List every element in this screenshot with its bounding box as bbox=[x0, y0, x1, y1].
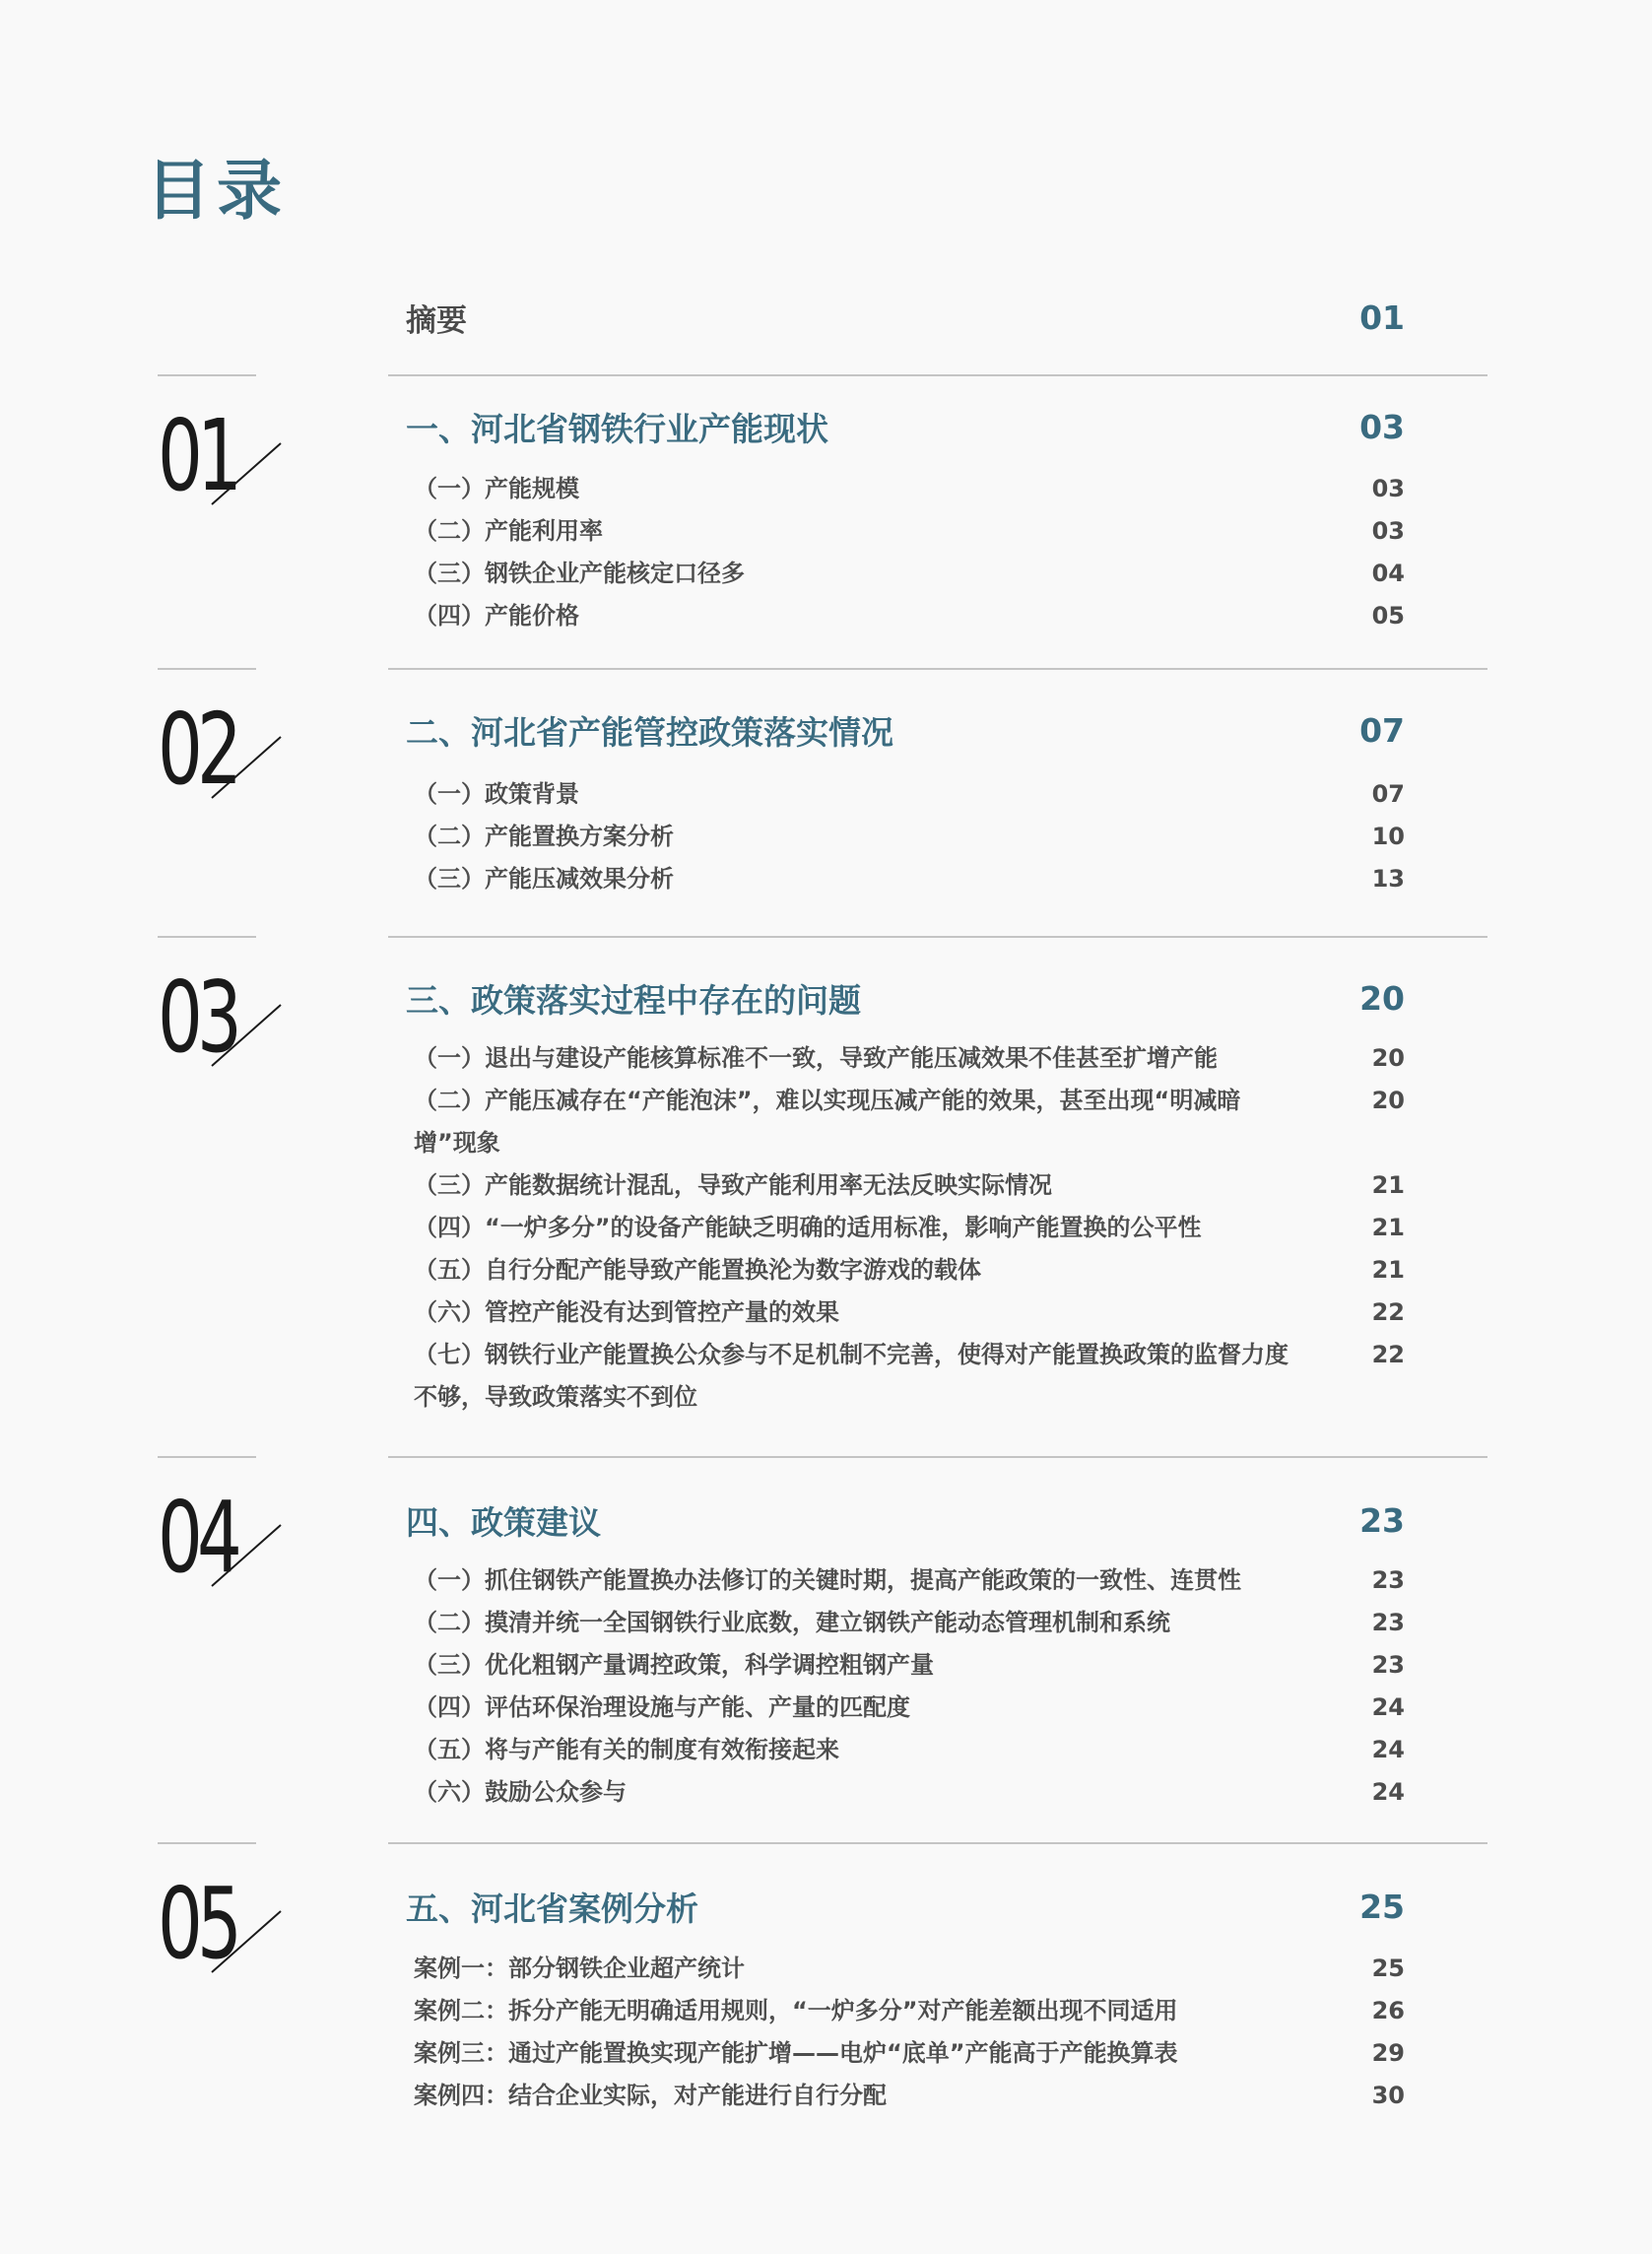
toc-item-page: 07 bbox=[1371, 780, 1405, 808]
toc-item-page: 13 bbox=[1371, 865, 1405, 893]
section-divider-left bbox=[158, 1456, 256, 1458]
toc-item[interactable] bbox=[414, 773, 1405, 816]
toc-item-page: 24 bbox=[1371, 1778, 1405, 1806]
toc-item-label: （四）“一炉多分”的设备产能缺乏明确的适用标准，影响产能置换的公平性 bbox=[414, 1214, 1202, 1241]
toc-item-page: 03 bbox=[1371, 517, 1405, 545]
toc-item[interactable] bbox=[414, 595, 1405, 637]
section-divider-left bbox=[158, 668, 256, 670]
toc-item-label: （一）产能规模 bbox=[414, 475, 579, 502]
toc-item-page: 20 bbox=[1371, 1044, 1405, 1072]
toc-item-label: （二）产能压减存在“产能泡沫”，难以实现压减产能的效果，甚至出现“明减暗增”现象 bbox=[414, 1087, 1241, 1157]
section-heading[interactable] bbox=[406, 404, 1405, 450]
toc-item-label: （六）鼓励公众参与 bbox=[414, 1778, 627, 1806]
toc-item[interactable] bbox=[414, 1602, 1405, 1644]
toc-item-page: 24 bbox=[1371, 1736, 1405, 1763]
section-heading[interactable] bbox=[406, 707, 1405, 754]
section-item-list bbox=[414, 1037, 1405, 1419]
toc-item-label: 案例二：拆分产能无明确适用规则，“一炉多分”对产能差额出现不同适用 bbox=[414, 1997, 1178, 2024]
section-page-number: 07 bbox=[1359, 711, 1405, 750]
toc-item-label: （三）产能数据统计混乱，导致产能利用率无法反映实际情况 bbox=[414, 1171, 1052, 1199]
toc-item-page: 30 bbox=[1371, 2082, 1405, 2109]
section-title: 三、政策落实过程中存在的问题 bbox=[406, 981, 861, 1020]
toc-item-label: （三）钢铁企业产能核定口径多 bbox=[414, 560, 745, 587]
toc-item[interactable] bbox=[414, 1037, 1405, 1080]
section-title: 一、河北省钢铁行业产能现状 bbox=[406, 410, 828, 448]
section-item-list bbox=[414, 468, 1405, 637]
toc-item[interactable] bbox=[414, 1729, 1405, 1771]
section-number: 03 bbox=[158, 960, 237, 1075]
section-divider-left bbox=[158, 936, 256, 938]
toc-item-page: 26 bbox=[1371, 1997, 1405, 2024]
toc-item[interactable] bbox=[414, 1164, 1405, 1207]
toc-item-page: 23 bbox=[1371, 1566, 1405, 1594]
toc-item-page: 20 bbox=[1371, 1087, 1405, 1114]
toc-item[interactable] bbox=[414, 1559, 1405, 1602]
toc-item[interactable] bbox=[414, 2032, 1405, 2075]
toc-item-label: （二）产能利用率 bbox=[414, 517, 603, 545]
abstract-label: 摘要 bbox=[406, 303, 467, 339]
toc-item[interactable] bbox=[414, 1080, 1405, 1164]
toc-item-page: 21 bbox=[1371, 1171, 1405, 1199]
section-divider-right bbox=[388, 1842, 1487, 1844]
toc-item-label: （五）自行分配产能导致产能置换沦为数字游戏的载体 bbox=[414, 1256, 981, 1284]
toc-item-label: （三）优化粗钢产量调控政策，科学调控粗钢产量 bbox=[414, 1651, 934, 1679]
section-divider-left bbox=[158, 374, 256, 376]
section-divider-right bbox=[388, 374, 1487, 376]
toc-item[interactable] bbox=[414, 510, 1405, 553]
page-title: 目录 bbox=[146, 153, 288, 229]
section-item-list bbox=[414, 1948, 1405, 2117]
toc-item[interactable] bbox=[414, 1771, 1405, 1814]
toc-item-label: （七）钢铁行业产能置换公众参与不足机制不完善，使得对产能置换政策的监督力度不够，导致政策落实不到位 bbox=[414, 1341, 1289, 1411]
section-number: 02 bbox=[158, 692, 237, 807]
toc-item[interactable] bbox=[414, 1207, 1405, 1249]
toc-item-page: 22 bbox=[1371, 1341, 1405, 1368]
section-page-number: 03 bbox=[1359, 408, 1405, 446]
toc-item[interactable] bbox=[414, 553, 1405, 595]
section-title: 五、河北省案例分析 bbox=[406, 1889, 698, 1928]
toc-item[interactable] bbox=[414, 858, 1405, 900]
toc-item-page: 05 bbox=[1371, 602, 1405, 630]
section-divider-right bbox=[388, 668, 1487, 670]
toc-item[interactable] bbox=[414, 1990, 1405, 2032]
toc-item-label: 案例三：通过产能置换实现产能扩增——电炉“底单”产能高于产能换算表 bbox=[414, 2039, 1178, 2067]
slash-decoration-icon bbox=[207, 414, 286, 512]
slash-decoration-icon bbox=[207, 1495, 286, 1594]
slash-decoration-icon bbox=[207, 707, 286, 806]
section-divider-right bbox=[388, 936, 1487, 938]
toc-item[interactable] bbox=[414, 1687, 1405, 1729]
toc-entry-abstract[interactable] bbox=[406, 296, 1405, 340]
toc-item-page: 23 bbox=[1371, 1609, 1405, 1636]
toc-item-page: 22 bbox=[1371, 1298, 1405, 1326]
toc-item-page: 25 bbox=[1371, 1955, 1405, 1982]
slash-decoration-icon bbox=[207, 975, 286, 1074]
toc-item[interactable] bbox=[414, 1292, 1405, 1334]
toc-item[interactable] bbox=[414, 1948, 1405, 1990]
toc-item-label: （二）产能置换方案分析 bbox=[414, 823, 674, 850]
toc-item-label: （二）摸清并统一全国钢铁行业底数，建立钢铁产能动态管理机制和系统 bbox=[414, 1609, 1170, 1636]
abstract-page-number: 01 bbox=[1359, 298, 1405, 337]
toc-item-page: 21 bbox=[1371, 1256, 1405, 1284]
slash-decoration-icon bbox=[207, 1882, 286, 1980]
section-number: 05 bbox=[158, 1866, 237, 1981]
section-page-number: 25 bbox=[1359, 1888, 1405, 1926]
toc-item[interactable] bbox=[414, 1334, 1405, 1419]
toc-item[interactable] bbox=[414, 1644, 1405, 1687]
section-number: 01 bbox=[158, 398, 237, 513]
toc-item-label: （四）评估环保治理设施与产能、产量的匹配度 bbox=[414, 1693, 910, 1721]
section-heading[interactable] bbox=[406, 1497, 1405, 1544]
toc-item[interactable] bbox=[414, 468, 1405, 510]
section-divider-left bbox=[158, 1842, 256, 1844]
section-title: 二、河北省产能管控政策落实情况 bbox=[406, 713, 893, 752]
toc-item-page: 03 bbox=[1371, 475, 1405, 502]
section-divider-right bbox=[388, 1456, 1487, 1458]
toc-item-page: 04 bbox=[1371, 560, 1405, 587]
toc-item-page: 23 bbox=[1371, 1651, 1405, 1679]
section-heading[interactable] bbox=[406, 975, 1405, 1022]
toc-item-page: 10 bbox=[1371, 823, 1405, 850]
toc-item-label: （一）抓住钢铁产能置换办法修订的关键时期，提高产能政策的一致性、连贯性 bbox=[414, 1566, 1241, 1594]
toc-item-page: 24 bbox=[1371, 1693, 1405, 1721]
toc-item[interactable] bbox=[414, 2075, 1405, 2117]
section-page-number: 20 bbox=[1359, 979, 1405, 1018]
section-item-list bbox=[414, 773, 1405, 900]
section-page-number: 23 bbox=[1359, 1501, 1405, 1540]
section-number: 04 bbox=[158, 1480, 237, 1595]
toc-item-label: （五）将与产能有关的制度有效衔接起来 bbox=[414, 1736, 839, 1763]
toc-item-label: 案例一：部分钢铁企业超产统计 bbox=[414, 1955, 745, 1982]
toc-item[interactable] bbox=[414, 1249, 1405, 1292]
toc-item-label: 案例四：结合企业实际，对产能进行自行分配 bbox=[414, 2082, 887, 2109]
toc-item[interactable] bbox=[414, 816, 1405, 858]
toc-item-label: （四）产能价格 bbox=[414, 602, 579, 630]
section-title: 四、政策建议 bbox=[406, 1503, 601, 1542]
section-heading[interactable] bbox=[406, 1884, 1405, 1930]
section-item-list bbox=[414, 1559, 1405, 1814]
toc-item-label: （一）退出与建设产能核算标准不一致，导致产能压减效果不佳甚至扩增产能 bbox=[414, 1044, 1218, 1072]
toc-item-label: （一）政策背景 bbox=[414, 780, 579, 808]
toc-item-label: （六）管控产能没有达到管控产量的效果 bbox=[414, 1298, 839, 1326]
toc-item-label: （三）产能压减效果分析 bbox=[414, 865, 674, 893]
toc-item-page: 29 bbox=[1371, 2039, 1405, 2067]
toc-item-page: 21 bbox=[1371, 1214, 1405, 1241]
